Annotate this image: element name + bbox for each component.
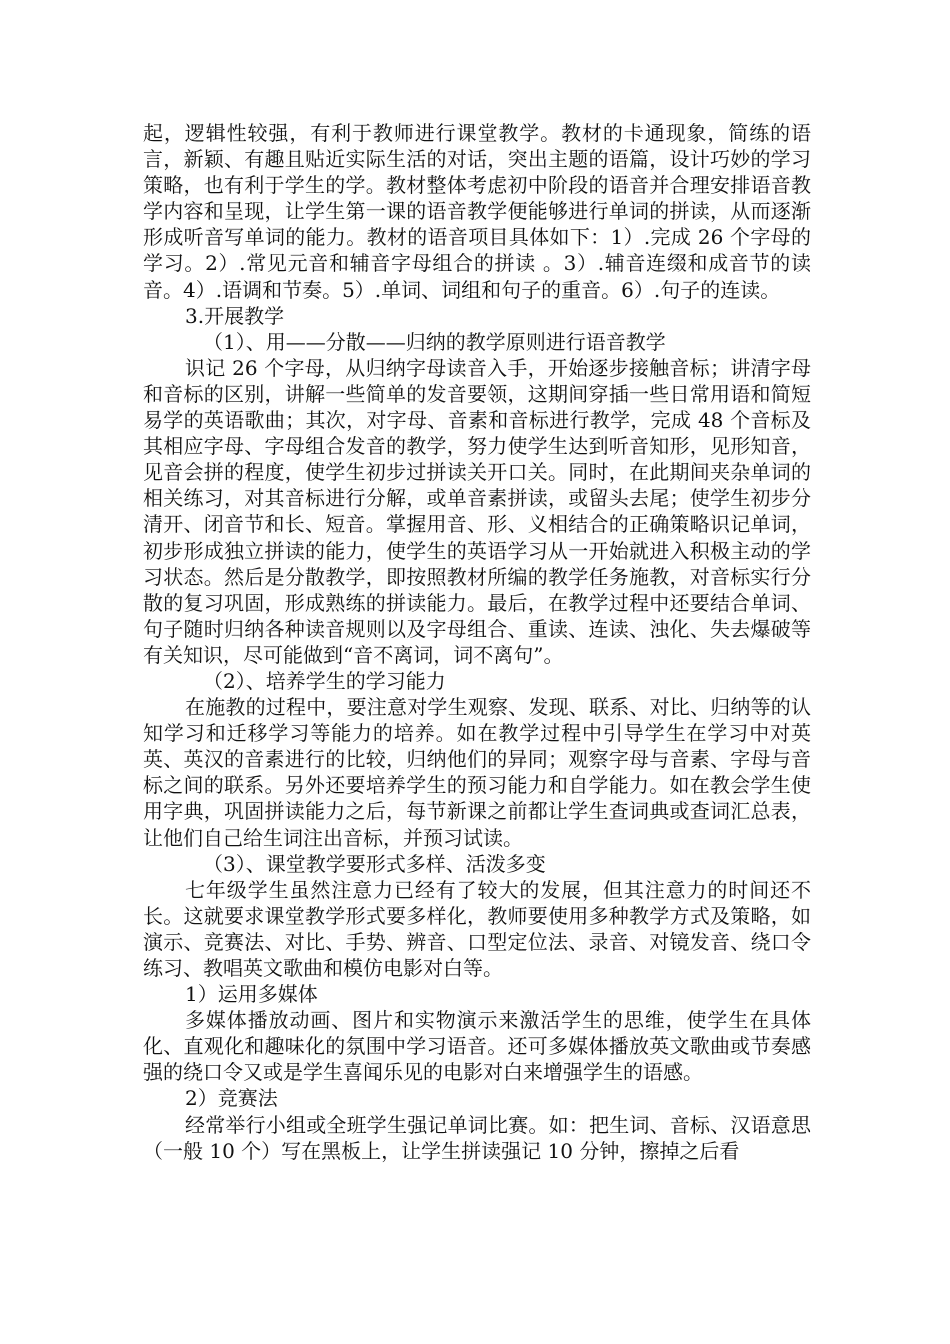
paragraph-variety: 七年级学生虽然注意力已经有了较大的发展，但其注意力的时间还不长。这就要求课堂教学形式要多样化，教师要使用多种教学方式及策略，如演示、竞赛法、对比、手势、辨音、口型定位法、录音、对镜发音、绕口令练习、教唱英文歌曲和模仿电影对白等。 — [143, 877, 811, 980]
paragraph-multimedia: 多媒体播放动画、图片和实物演示来激活学生的思维，使学生在具体化、直观化和趣味化的氛围中学习语音。还可多媒体播放英文歌曲或节奏感强的绕口令又或是学生喜闻乐见的电影对白来增强学生的语感。 — [143, 1008, 811, 1085]
paragraph-competition: 经常举行小组或全班学生强记单词比赛。如：把生词、音标、汉语意思（一般 10 个）写在黑板上，让学生拼读强记 10 分钟，擦掉之后看 — [143, 1112, 811, 1163]
document-body — [143, 120, 811, 1164]
subheading-1: （1）、用——分散——归纳的教学原则进行语音教学 — [203, 329, 666, 354]
subheading-2: （2）、培养学生的学习能力 — [203, 668, 446, 693]
subheading-competition: 2）竞赛法 — [185, 1086, 278, 1111]
subheading-3: （3）、课堂教学要形式多样、活泼多变 — [203, 851, 546, 876]
section-heading-teaching: 3.开展教学 — [185, 303, 285, 328]
paragraph-ability: 在施教的过程中，要注意对学生观察、发现、联系、对比、归纳等的认知学习和迁移学习等能力的培养。如在教学过程中引导学生在学习中对英英、英汉的音素进行的比较，归纳他们的异同；观察字母与音素、字母与音标之间的联系。另外还要培养学生的预习能力和自学能力。如在教会学生使用字典，巩固拼读能力之后，每节新课之前都让学生查词典或查词汇总表，让他们自己给生词注出音标，并预习试读。 — [143, 695, 811, 850]
paragraph-phonics: 识记 26 个字母，从归纳字母读音入手，开始逐步接触音标；讲清字母和音标的区别，讲解一些简单的发音要领，这期间穿插一些日常用语和简短易学的英语歌曲；其次，对字母、音素和音标进行教学，完成 48 个音标及其相应字母、字母组合发音的教学，努力使学生达到听音知形，见形知音，见音会拼的程度，使学生初步过拼读关开口关。同时，在此期间夹杂单词的相关练习，对其音标进行分解，或单音素拼读，或留头去尾；使学生初步分清开、闭音节和长、短音。掌握用音、形、义相结合的正确策略识记单词，初步形成独立拼读的能力，使学生的英语学习从一开始就进入积极主动的学习状态。然后是分散教学，即按照教材所编的教学任务施教，对音标实行分散的复习巩固，形成熟练的拼读能力。最后，在教学过程中还要结合单词、句子随时归纳各种读音规则以及字母组合、重读、连读、浊化、失去爆破等有关知识，尽可能做到“音不离词，词不离句”。 — [143, 355, 811, 667]
subheading-multimedia: 1）运用多媒体 — [185, 982, 318, 1007]
paragraph-intro: 起，逻辑性较强，有利于教师进行课堂教学。教材的卡通现象，简练的语言，新颖、有趣且贴近实际生活的对话，突出主题的语篇，设计巧妙的学习策略，也有利于学生的学。教材整体考虑初中阶段的语音并合理安排语音教学内容和呈现，让学生第一课的语音教学便能够进行单词的拼读，从而逐渐形成听音写单词的能力。教材的语音项目具体如下：1）.完成 26 个字母的学习。2）.常见元音和辅音字母组合的拼读 。3）.辅音连缀和成音节的读音。4）.语调和节奏。5）.单词、词组和句子的重音。6）.句子的连读。 — [143, 121, 811, 302]
